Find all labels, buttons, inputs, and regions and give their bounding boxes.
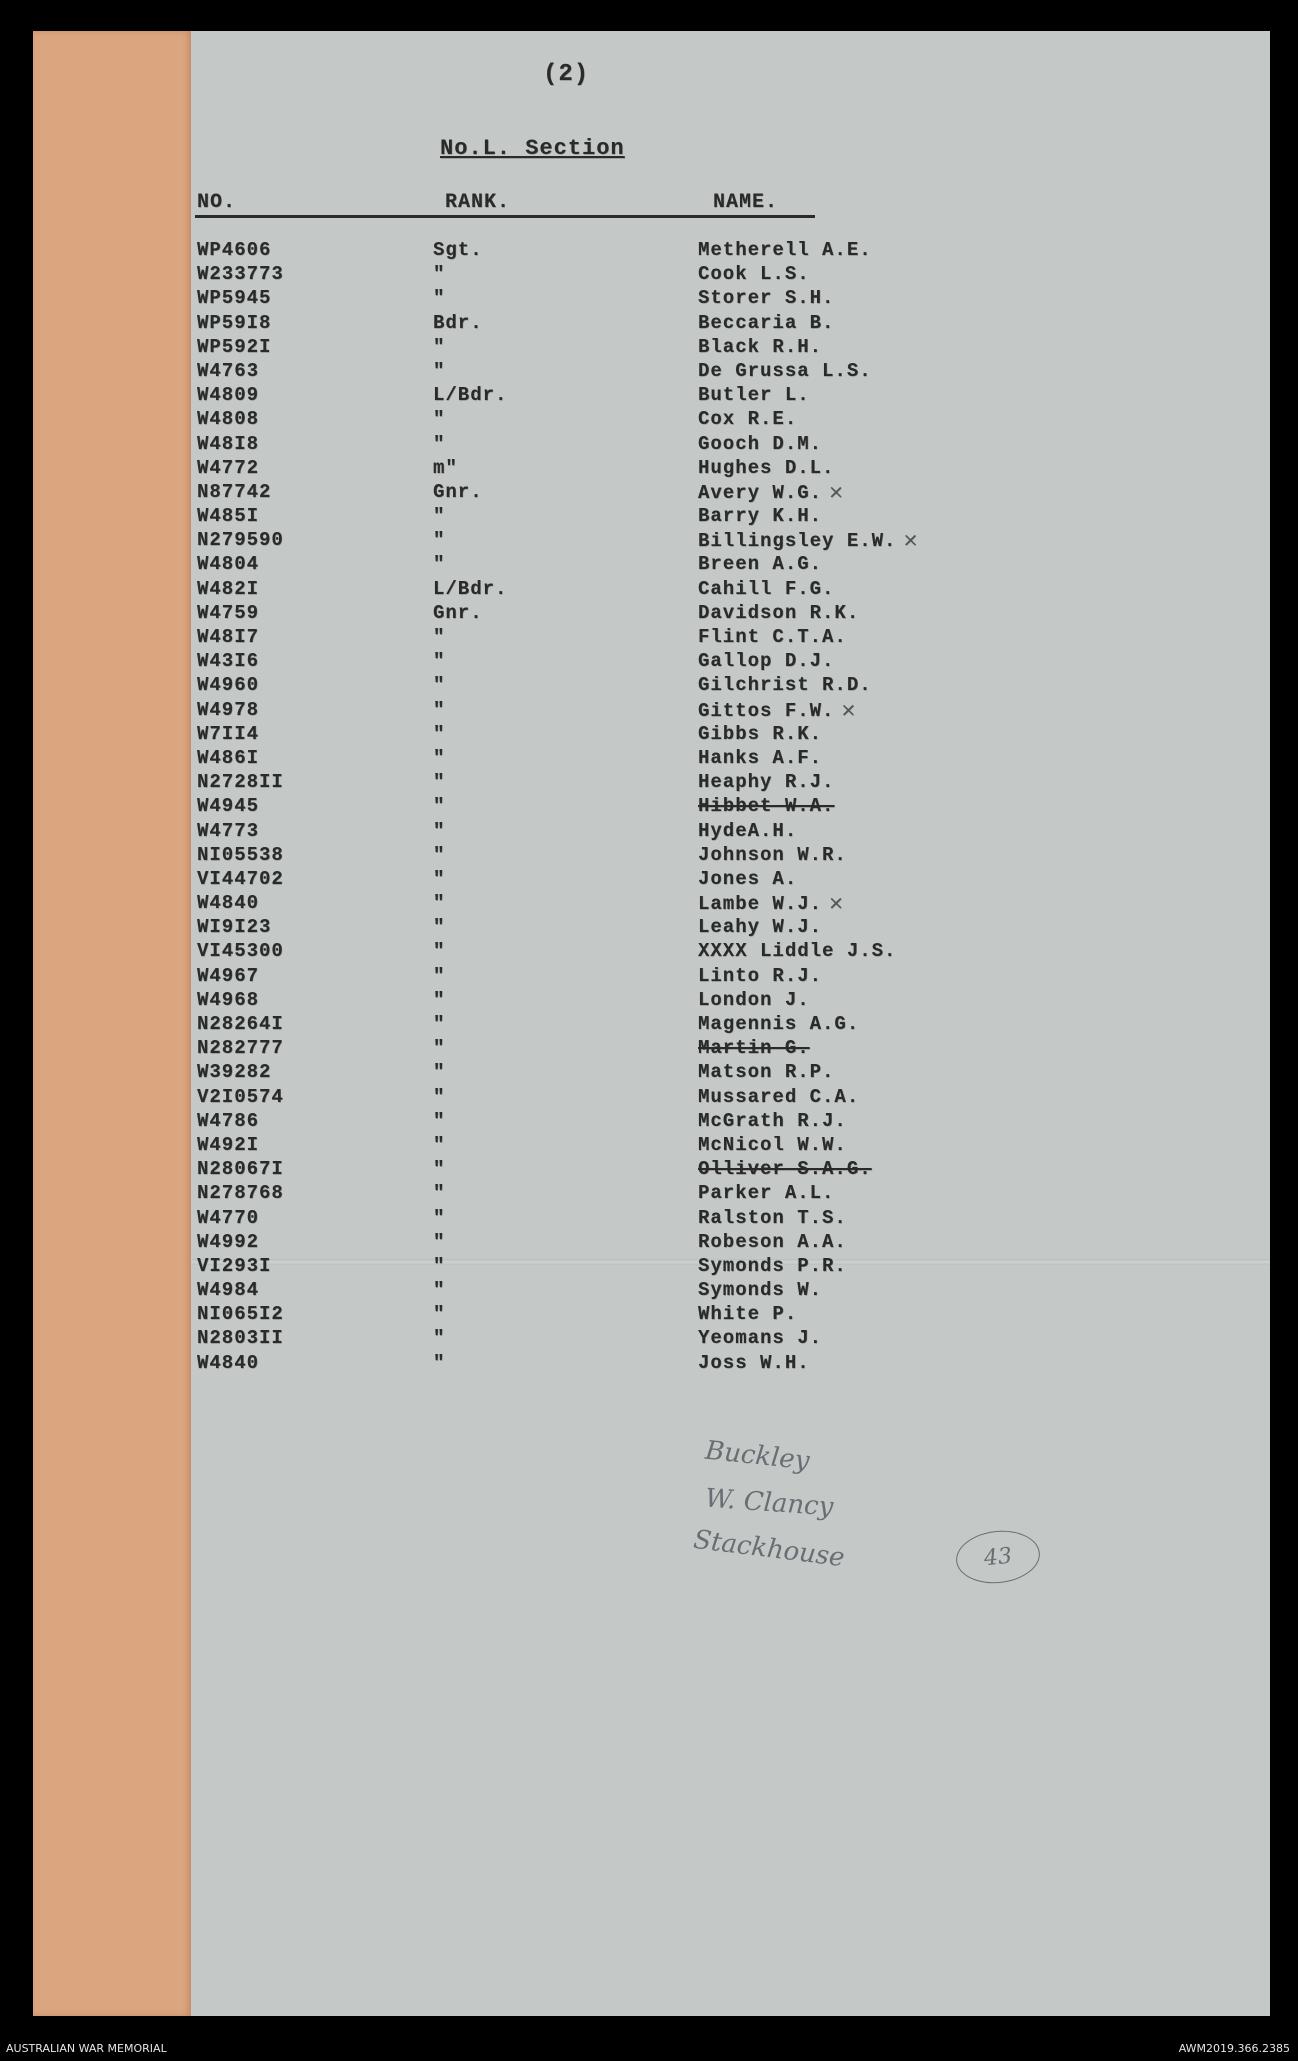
rank: Sgt. [433, 239, 483, 261]
name: Hughes D.L. [698, 456, 835, 479]
section-title: No.L. Section [440, 136, 625, 161]
service-number: W4786 [197, 1109, 260, 1132]
service-number: W48I7 [197, 626, 260, 648]
service-number: N87742 [197, 480, 272, 503]
table-row [33, 457, 1270, 481]
folio-number: 43 [954, 1527, 1043, 1587]
name: Ralston T.S. [698, 1206, 847, 1229]
table-row [33, 1158, 1270, 1182]
name: Johnson W.R. [698, 843, 847, 866]
service-number: N282777 [197, 1037, 284, 1060]
name: HydeA.H. [698, 819, 798, 842]
name: Joss W.H. [698, 1351, 810, 1374]
rank: " [433, 1109, 446, 1132]
handwritten-note: W. Clancy [704, 1483, 835, 1523]
table-row [33, 239, 1270, 263]
name: Yeomans J. [698, 1327, 823, 1350]
name: Barry K.H. [698, 505, 823, 528]
service-number: W4967 [197, 964, 260, 987]
page-number: (2) [543, 61, 590, 88]
column-header-name: NAME. [713, 191, 779, 214]
table-row [33, 989, 1270, 1013]
column-header-no: NO. [197, 191, 237, 214]
rank: " [433, 359, 446, 382]
table-row [33, 1255, 1270, 1279]
rank: " [433, 722, 446, 745]
rank: L/Bdr. [433, 384, 508, 407]
name-text: Lambe W.J. [698, 893, 823, 916]
name: Parker A.L. [698, 1182, 835, 1205]
table-row [33, 263, 1270, 287]
rank: " [433, 263, 446, 286]
rank: " [433, 1013, 446, 1035]
name: Gallop D.J. [698, 650, 835, 673]
service-number: W4772 [197, 456, 260, 479]
service-number: WP59I8 [197, 311, 272, 334]
service-number: W4809 [197, 384, 260, 407]
rank: " [433, 1158, 446, 1181]
service-number: W4808 [197, 408, 260, 431]
table-row [33, 747, 1270, 771]
column-header-rank: RANK. [445, 191, 511, 214]
table-row [33, 553, 1270, 577]
service-number: V2I0574 [197, 1085, 284, 1108]
table-row [33, 1182, 1270, 1206]
rank: Bdr. [433, 311, 483, 334]
service-number: W233773 [197, 263, 284, 286]
rank: " [433, 843, 446, 866]
name: McGrath R.J. [698, 1109, 847, 1132]
service-number: W4773 [197, 819, 260, 842]
name: Cahill F.G. [698, 577, 835, 600]
rank: " [433, 1254, 446, 1277]
rank: " [433, 819, 446, 842]
table-row [33, 795, 1270, 819]
rank: " [433, 650, 446, 673]
name: Hibbet W.A. [698, 795, 835, 818]
table-row [33, 1110, 1270, 1134]
name: Mussared C.A. [698, 1085, 860, 1108]
rank: " [433, 1303, 446, 1326]
rank: " [433, 940, 446, 963]
table-row [33, 650, 1270, 674]
name: De Grussa L.S. [698, 359, 872, 382]
name: Martin G. [698, 1037, 810, 1060]
roster-list [33, 239, 1270, 1376]
service-number: VI45300 [197, 940, 284, 963]
rank: " [433, 335, 446, 358]
name: Breen A.G. [698, 553, 823, 576]
service-number: W4960 [197, 674, 260, 697]
rank: " [433, 674, 446, 697]
rank: L/Bdr. [433, 577, 508, 600]
name-text: Gittos F.W. [698, 699, 835, 722]
table-row [33, 940, 1270, 964]
table-row [33, 384, 1270, 408]
footer-credit: AUSTRALIAN WAR MEMORIAL [6, 2042, 167, 2055]
name-text: Billingsley E.W. [698, 530, 897, 553]
table-row [33, 771, 1270, 795]
rank: Gnr. [433, 480, 483, 503]
table-row [33, 892, 1270, 916]
rank: " [433, 287, 446, 310]
service-number: N28264I [197, 1013, 284, 1035]
table-row [33, 699, 1270, 723]
name: Metherell A.E. [698, 239, 872, 261]
rank: " [433, 1182, 446, 1205]
rank: " [433, 916, 446, 939]
rank: " [433, 1327, 446, 1350]
table-row [33, 1061, 1270, 1085]
table-row [33, 1352, 1270, 1376]
service-number: W485I [197, 505, 260, 528]
service-number: W482I [197, 577, 260, 600]
table-row [33, 868, 1270, 892]
name: McNicol W.W. [698, 1133, 847, 1156]
rank: " [433, 892, 446, 915]
tick-mark: × [840, 698, 858, 721]
name: Flint C.T.A. [698, 626, 847, 648]
tick-mark: × [828, 480, 845, 503]
service-number: NI05538 [197, 843, 284, 866]
service-number: W4840 [197, 892, 260, 915]
name: Linto R.J. [698, 964, 823, 987]
table-row [33, 1279, 1270, 1303]
rank: " [433, 1037, 446, 1060]
table-row [33, 1303, 1270, 1327]
name: Leahy W.J. [698, 916, 823, 939]
service-number: W4992 [197, 1230, 260, 1253]
service-number: W39282 [197, 1061, 272, 1084]
service-number: N279590 [197, 529, 284, 552]
service-number: N278768 [197, 1182, 284, 1205]
rank: " [433, 964, 446, 987]
rank: " [433, 1206, 446, 1229]
service-number: W43I6 [197, 650, 260, 673]
service-number: N2803II [197, 1327, 284, 1350]
name: Gilchrist R.D. [698, 674, 872, 697]
table-row [33, 505, 1270, 529]
name: London J. [698, 988, 810, 1011]
service-number: W486I [197, 746, 260, 769]
rank: " [433, 505, 446, 528]
name: White P. [698, 1303, 798, 1326]
rank: " [433, 1085, 446, 1108]
rank: " [433, 795, 446, 818]
name: Cook L.S. [698, 263, 810, 286]
handwritten-note: Buckley [703, 1435, 811, 1477]
rank: " [433, 529, 446, 552]
rank: " [433, 1061, 446, 1084]
service-number: W7II4 [197, 722, 260, 745]
table-row [33, 723, 1270, 747]
name: Matson R.P. [698, 1061, 835, 1084]
rank: " [433, 771, 446, 794]
service-number: WP5945 [197, 287, 272, 310]
table-row [33, 844, 1270, 868]
table-row [33, 481, 1270, 505]
table-row [33, 916, 1270, 940]
table-row [33, 408, 1270, 432]
name: Black R.H. [698, 335, 823, 358]
name: Robeson A.A. [698, 1230, 847, 1253]
rank: " [433, 1351, 446, 1374]
rank: " [433, 698, 446, 721]
name: Hanks A.F. [698, 746, 823, 769]
name: Symonds W. [698, 1279, 823, 1302]
name: Heaphy R.J. [698, 771, 835, 794]
table-row [33, 674, 1270, 698]
service-number: W48I8 [197, 432, 260, 455]
tick-mark: × [828, 892, 845, 915]
rank: " [433, 408, 446, 431]
document-sheet [33, 31, 1270, 2016]
rank: " [433, 1279, 446, 1302]
table-row [33, 336, 1270, 360]
rank: " [433, 746, 446, 769]
service-number: W4984 [197, 1279, 260, 1302]
rank: " [433, 553, 446, 576]
table-row [33, 820, 1270, 844]
service-number: W4840 [197, 1351, 260, 1374]
name: Davidson R.K. [698, 601, 860, 624]
service-number: W4968 [197, 988, 260, 1011]
tick-mark: × [902, 529, 920, 552]
service-number: W492I [197, 1133, 260, 1156]
table-row [33, 433, 1270, 457]
service-number: W4763 [197, 359, 260, 382]
name: Beccaria B. [698, 311, 835, 334]
table-row [33, 1327, 1270, 1351]
name: Gooch D.M. [698, 432, 823, 455]
service-number: W4759 [197, 601, 260, 624]
service-number: VI293I [197, 1254, 272, 1277]
name: Olliver S.A.G. [698, 1158, 872, 1181]
table-row [33, 1013, 1270, 1037]
name: Jones A. [698, 867, 798, 890]
table-row [33, 1231, 1270, 1255]
service-number: VI44702 [197, 867, 284, 890]
name: Butler L. [698, 384, 810, 407]
table-row [33, 578, 1270, 602]
name: Cox R.E. [698, 408, 798, 431]
rank: " [433, 988, 446, 1011]
service-number: W4770 [197, 1206, 260, 1229]
service-number: WI9I23 [197, 916, 272, 939]
table-row [33, 1086, 1270, 1110]
name [698, 529, 919, 552]
rank: " [433, 432, 446, 455]
service-number: W4978 [197, 698, 260, 721]
rank: Gnr. [433, 601, 483, 624]
service-number: N2728II [197, 771, 284, 794]
handwritten-note: Stackhouse [691, 1524, 847, 1574]
rank: " [433, 1133, 446, 1156]
name: Symonds P.R. [698, 1254, 847, 1277]
table-row [33, 1134, 1270, 1158]
table-row [33, 529, 1270, 553]
service-number: WP4606 [197, 239, 272, 261]
service-number: W4804 [197, 553, 260, 576]
table-row [33, 1207, 1270, 1231]
rank: m" [433, 456, 458, 479]
name: XXXX Liddle J.S. [698, 940, 897, 963]
name: Gibbs R.K. [698, 722, 823, 745]
name [698, 481, 845, 504]
table-row [33, 1037, 1270, 1061]
rank: " [433, 1230, 446, 1253]
service-number: WP592I [197, 335, 272, 358]
name: Storer S.H. [698, 287, 835, 310]
name-text: Avery W.G. [698, 481, 823, 504]
service-number: W4945 [197, 795, 260, 818]
name [698, 892, 845, 915]
rank: " [433, 867, 446, 890]
name [698, 699, 857, 722]
table-row [33, 287, 1270, 311]
service-number: NI065I2 [197, 1303, 284, 1326]
table-row [33, 602, 1270, 626]
table-row [33, 360, 1270, 384]
header-underline [195, 215, 815, 218]
rank: " [433, 626, 446, 648]
table-row [33, 312, 1270, 336]
service-number: N28067I [197, 1158, 284, 1181]
footer-reference: AWM2019.366.2385 [1178, 2042, 1290, 2055]
table-row [33, 626, 1270, 650]
table-row [33, 965, 1270, 989]
name: Magennis A.G. [698, 1013, 860, 1035]
